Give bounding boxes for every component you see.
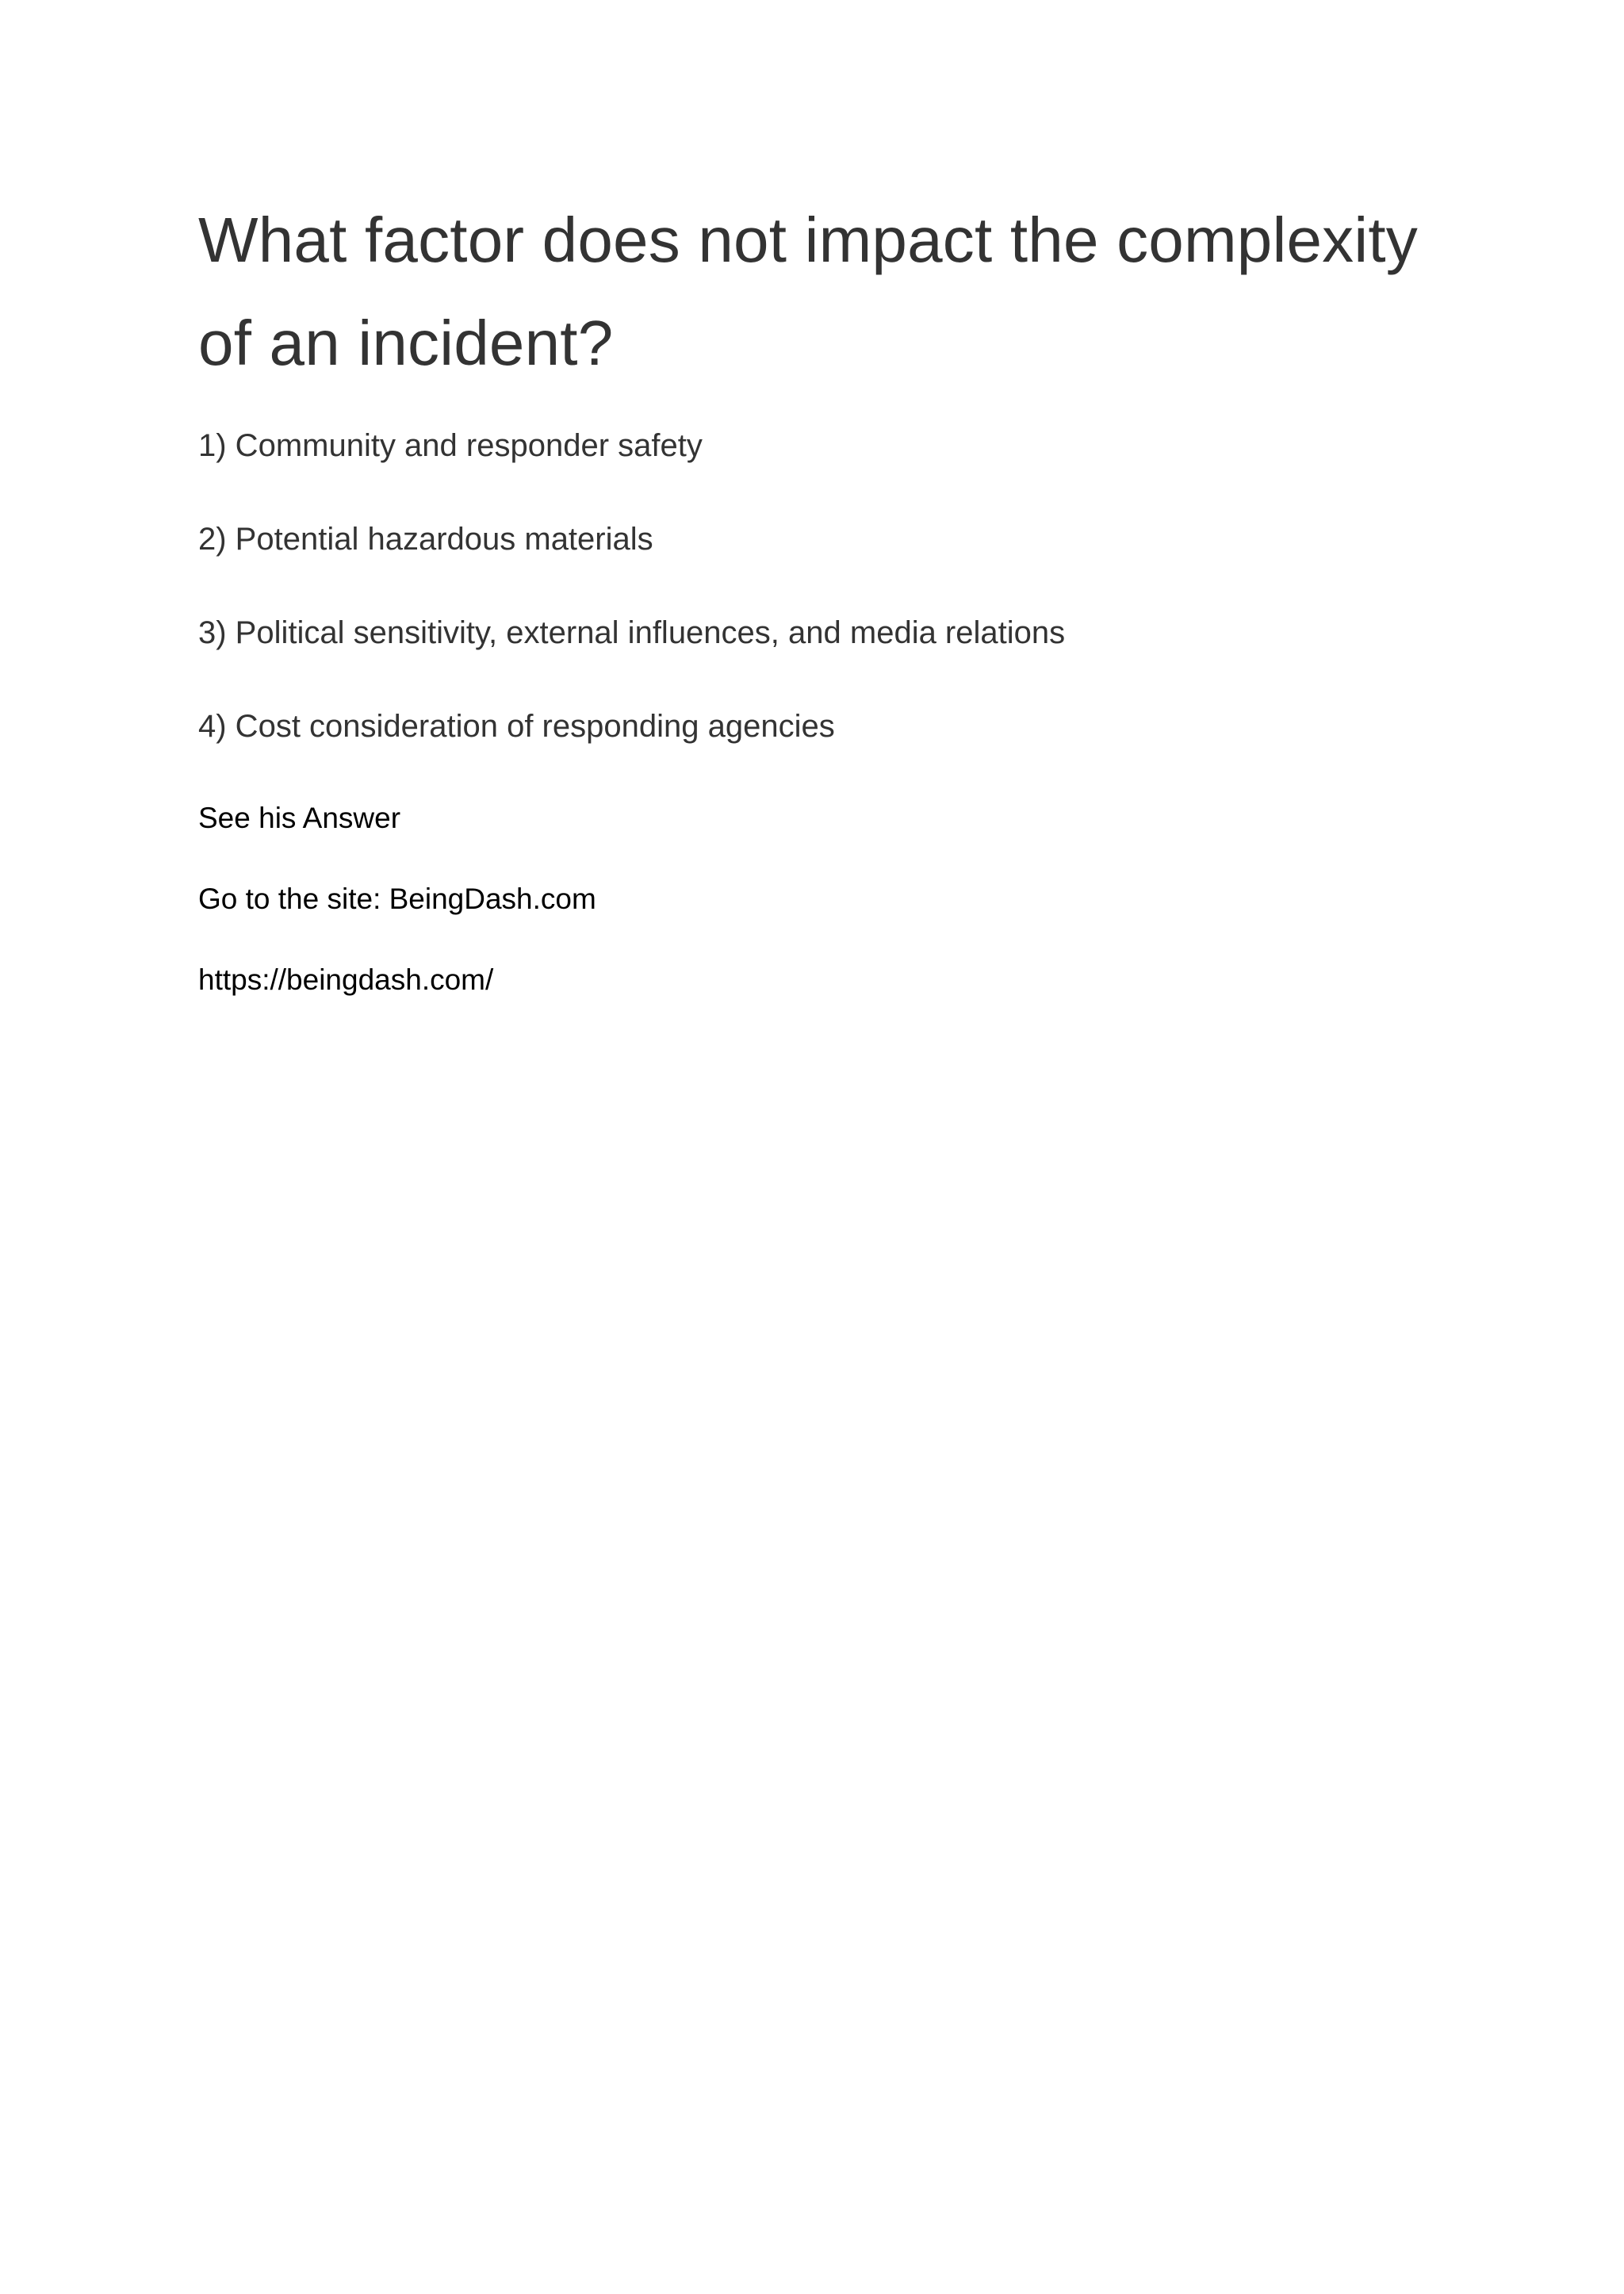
answer-option-4: 4) Cost consideration of responding agencies [198,709,835,744]
links-section [198,801,1467,998]
go-to-site-link[interactable]: Go to the site: BeingDash.com [198,883,596,915]
see-answer-link[interactable]: See his Answer [198,802,401,834]
answer-options-list [198,427,1467,745]
answer-option-2: 2) Potential hazardous materials [198,522,653,557]
question-title: What factor does not impact the complexity of an incident? [198,205,1418,378]
answer-option-3: 3) Political sensitivity, external influences, and media relations [198,615,1066,650]
answer-option-1: 1) Community and responder safety [198,428,703,463]
site-url-link[interactable]: https://beingdash.com/ [198,963,494,996]
document-content [198,189,1467,1044]
